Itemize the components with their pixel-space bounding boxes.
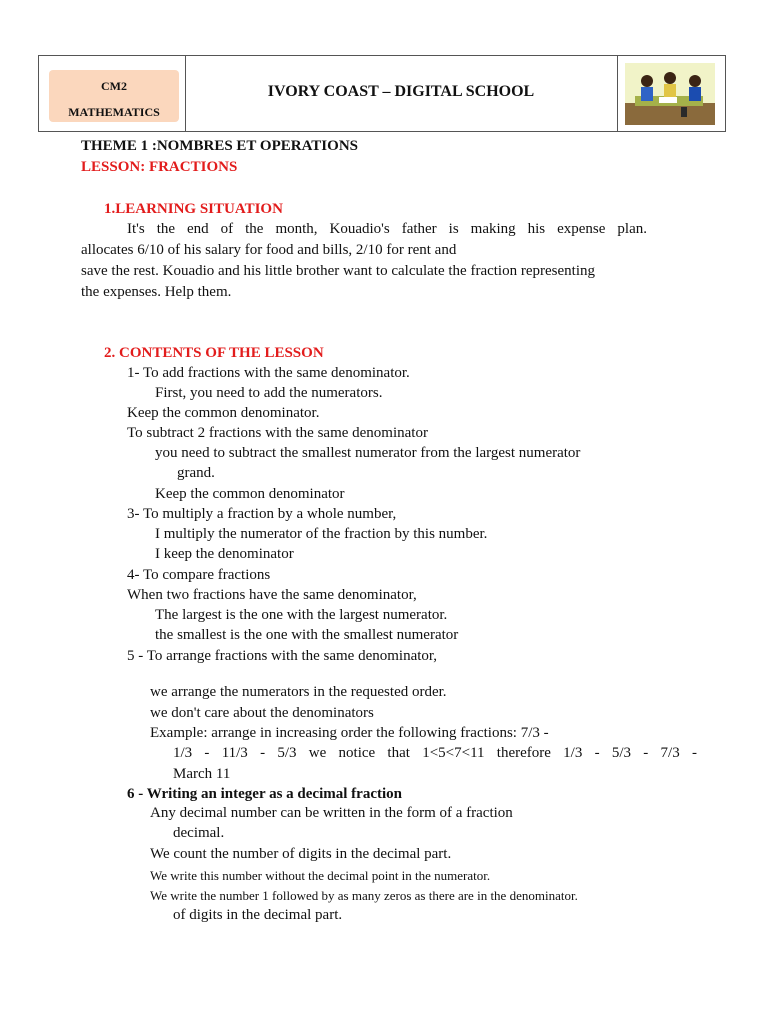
list-item-heading: Writing an integer as a decimal fraction: [146, 786, 402, 802]
bullet-item-continued: March 11: [173, 766, 231, 782]
section-title: 1.LEARNING SITUATION: [104, 201, 283, 217]
bullet-item: Any decimal number can be written in the form of a fraction: [150, 805, 513, 821]
bullet-item: I multiply the numerator of the fraction by this number.: [155, 526, 488, 542]
header-divider: [617, 56, 618, 131]
bullet-item: we don't care about the denominators: [150, 705, 374, 721]
list-item: 3- To multiply a fraction by a whole number,: [127, 506, 397, 522]
paragraph-line: the expenses. Help them.: [81, 284, 232, 300]
bullet-item-continued: of digits in the decimal part.: [173, 907, 343, 923]
list-item: 1- To add fractions with the same denominator.: [127, 365, 410, 381]
list-item: When two fractions have the same denominator,: [127, 587, 417, 603]
bullet-item: We write this number without the decimal point in the numerator.: [150, 868, 491, 883]
theme-heading: THEME 1 :NOMBRES ET OPERATIONS: [81, 138, 358, 154]
paragraph-line: It's the end of the month, Kouadio's father is making his expense plan.: [127, 221, 647, 237]
bullet-item: We count the number of digits in the decimal part.: [150, 846, 452, 862]
lesson-heading: LESSON: FRACTIONS: [81, 159, 238, 175]
list-item: Keep the common denominator.: [127, 405, 320, 421]
grade-label: CM2: [101, 79, 127, 93]
bullet-item: Keep the common denominator: [155, 486, 345, 502]
bullet-item: We write the number 1 followed by as many zeros as there are in the denominator.: [150, 888, 578, 903]
list-number: 6 -: [127, 786, 147, 802]
subject-label: MATHEMATICS: [68, 105, 160, 119]
list-item: 4- To compare fractions: [127, 567, 271, 583]
paragraph-line: allocates 6/10 of his salary for food and bills, 2/10 for rent and: [81, 242, 457, 258]
paragraph-line: save the rest. Kouadio and his little brother want to calculate the fraction representing: [81, 263, 595, 279]
bullet-item-continued: decimal.: [173, 825, 225, 841]
list-item: To subtract 2 fractions with the same denominator: [127, 425, 428, 441]
section-title: 2. CONTENTS OF THE LESSON: [104, 345, 324, 361]
header-box: [38, 55, 726, 132]
bullet-item: you need to subtract the smallest numerator from the largest numerator: [155, 445, 581, 461]
bullet-item: I keep the denominator: [155, 546, 294, 562]
bullet-item: First, you need to add the numerators.: [155, 385, 383, 401]
bullet-item: The largest is the one with the largest numerator.: [155, 607, 448, 623]
classroom-illustration: [625, 63, 715, 125]
bullet-item: Example: arrange in increasing order the following fractions: 7/3 -: [150, 725, 549, 741]
school-title: IVORY COAST – DIGITAL SCHOOL: [267, 83, 535, 100]
bullet-item: we arrange the numerators in the requested order.: [150, 684, 447, 700]
bullet-item-continued: grand.: [177, 465, 215, 481]
list-item: [127, 787, 402, 802]
bullet-item: the smallest is the one with the smallest numerator: [155, 627, 459, 643]
bullet-item-continued: 1/3 - 11/3 - 5/3 we notice that 1<5<7<11 therefore 1/3 - 5/3 - 7/3 -: [173, 745, 697, 761]
list-item: 5 - To arrange fractions with the same denominator,: [127, 648, 438, 664]
subject-tag: [49, 70, 179, 122]
